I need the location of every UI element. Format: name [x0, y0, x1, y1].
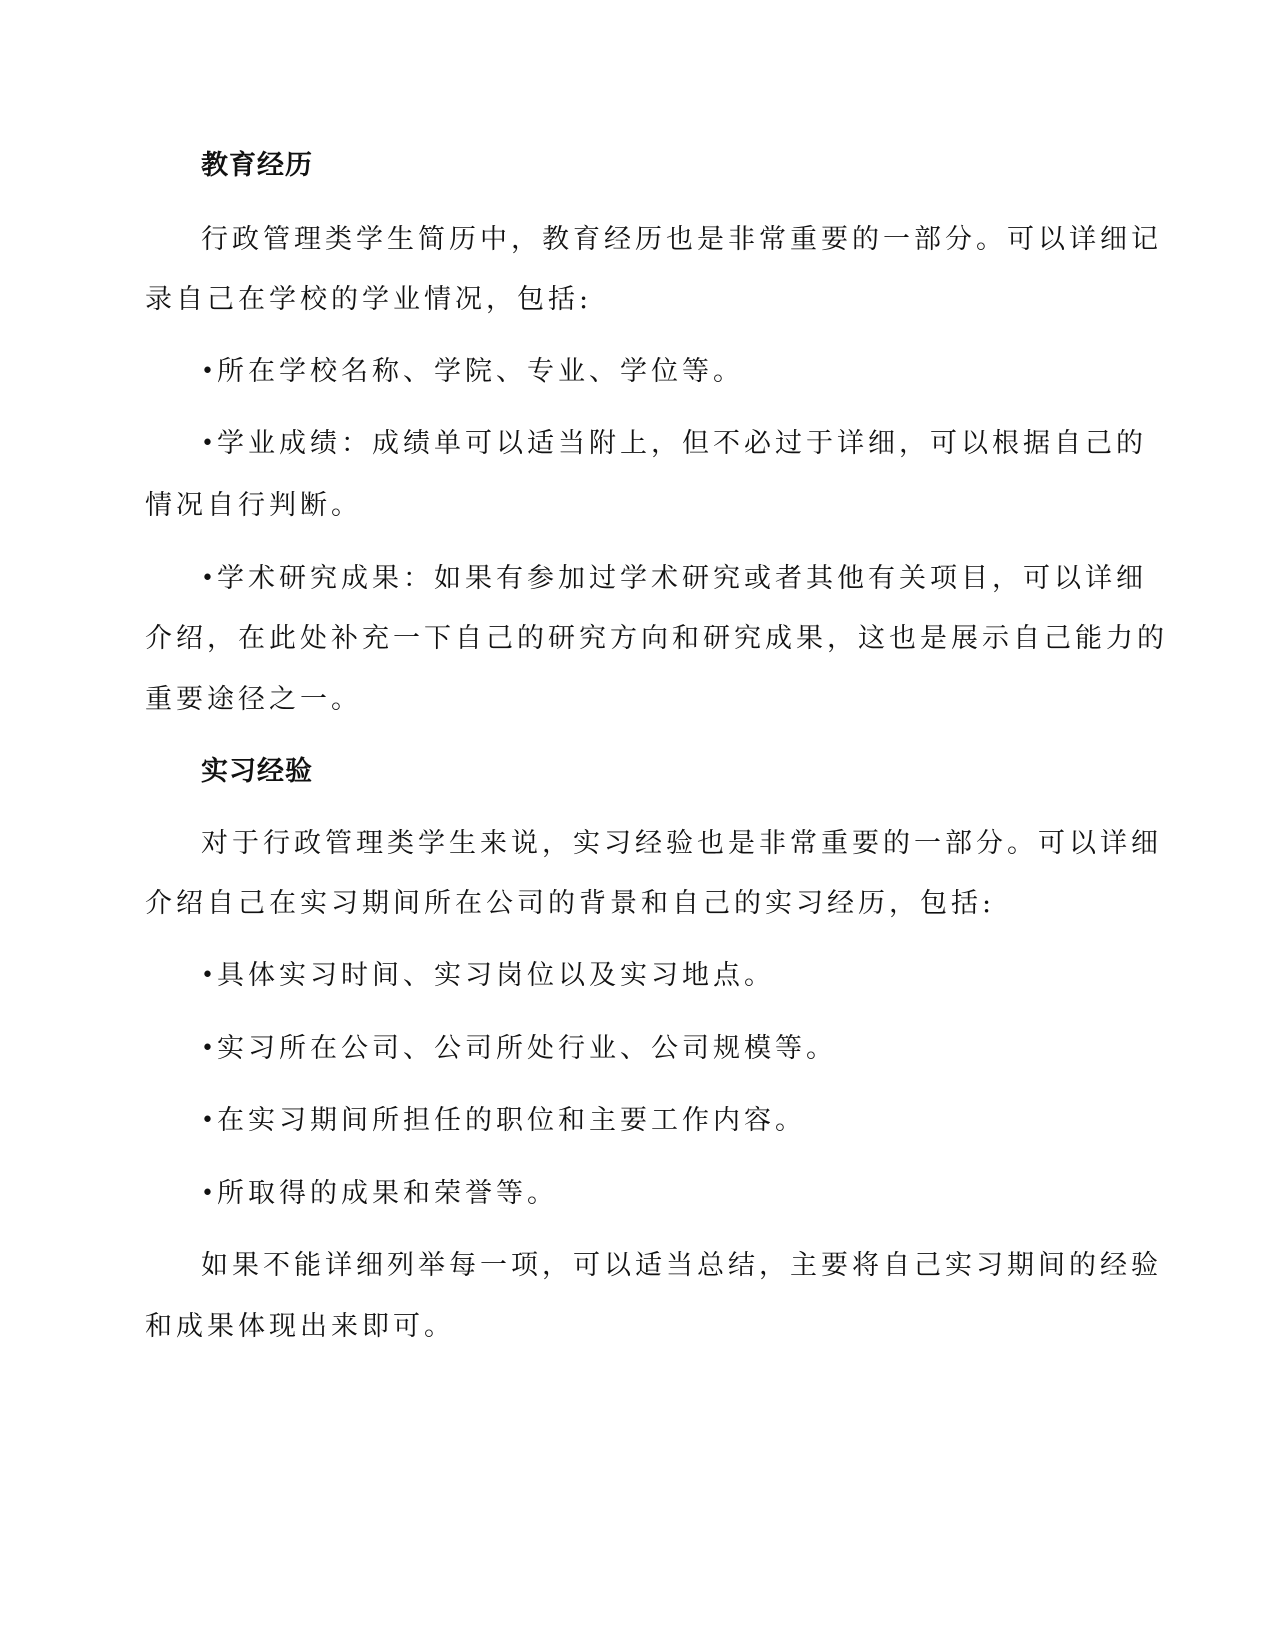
- bullet-text: 所取得的成果和荣誉等。: [217, 1178, 558, 1209]
- education-bullet-1: [201, 354, 744, 390]
- internship-closing-line-2: 和成果体现出来即可。: [145, 1311, 455, 1342]
- internship-bullet-4: [201, 1176, 558, 1212]
- bullet-icon: •: [201, 359, 218, 384]
- bullet-icon: •: [201, 431, 218, 456]
- bullet-icon: •: [201, 566, 218, 591]
- internship-intro-line-1: 对于行政管理类学生来说，实习经验也是非常重要的一部分。可以详细: [201, 828, 1162, 859]
- bullet-icon: •: [201, 1108, 218, 1133]
- bullet-text: 所在学校名称、学院、专业、学位等。: [217, 356, 744, 387]
- internship-bullet-1: [201, 958, 775, 994]
- internship-closing-line-1: 如果不能详细列举每一项，可以适当总结，主要将自己实习期间的经验: [201, 1250, 1162, 1281]
- education-intro-line-1: 行政管理类学生简历中，教育经历也是非常重要的一部分。可以详细记: [201, 224, 1162, 255]
- bullet-text: 在实习期间所担任的职位和主要工作内容。: [217, 1105, 806, 1136]
- education-bullet-3: [201, 561, 1147, 597]
- bullet-text: 具体实习时间、实习岗位以及实习地点。: [217, 960, 775, 991]
- bullet-text: 学术研究成果：如果有参加过学术研究或者其他有关项目，可以详细: [217, 563, 1147, 594]
- bullet-icon: •: [201, 963, 218, 988]
- internship-bullet-3: [201, 1103, 806, 1139]
- education-bullet-2-cont: 情况自行判断。: [145, 490, 362, 521]
- bullet-icon: •: [201, 1036, 218, 1061]
- section-heading-internship: 实习经验: [201, 756, 313, 787]
- bullet-icon: •: [201, 1181, 218, 1206]
- education-bullet-3-cont-1: 介绍，在此处补充一下自己的研究方向和研究成果，这也是展示自己能力的: [145, 623, 1168, 654]
- bullet-text: 实习所在公司、公司所处行业、公司规模等。: [217, 1033, 837, 1064]
- education-bullet-2: [201, 426, 1147, 462]
- internship-intro-line-2: 介绍自己在实习期间所在公司的背景和自己的实习经历，包括:: [145, 888, 996, 919]
- internship-bullet-2: [201, 1031, 837, 1067]
- section-heading-education: 教育经历: [201, 150, 313, 181]
- education-bullet-3-cont-2: 重要途径之一。: [145, 684, 362, 715]
- education-intro-line-2: 录自己在学校的学业情况，包括:: [145, 284, 593, 315]
- bullet-text: 学业成绩：成绩单可以适当附上，但不必过于详细，可以根据自己的: [217, 428, 1147, 459]
